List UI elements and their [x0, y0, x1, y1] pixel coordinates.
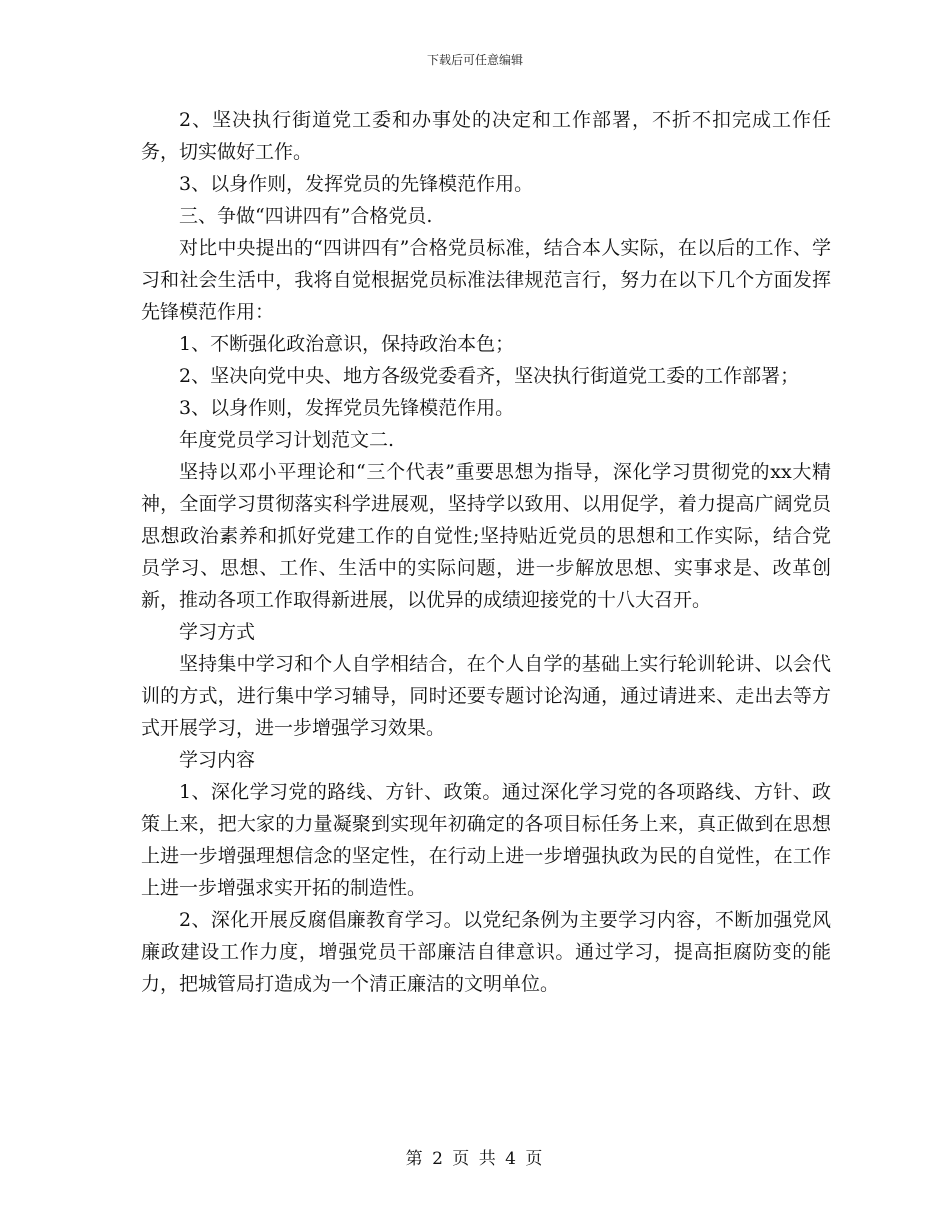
page-header-note: 下载后可任意编辑: [426, 53, 523, 67]
section-heading: 学习方式: [179, 621, 256, 643]
list-item: 1、深化学习党的路线、方针、政策。通过深化学习党的各项路线、方针、政策上来，把大家的力量凝聚到实现年初确定的各项目标任务上来，真正做到在思想上进一步增强理想信念的坚定性，在行动上进一步增强执政为民的自觉性，在工作上进一步增强求实开拓的制造性。: [141, 781, 831, 899]
section-heading: 学习内容: [179, 749, 256, 771]
section-heading: 三、争做“四讲四有”合格党员.: [179, 205, 433, 227]
paragraph: 坚持集中学习和个人自学相结合，在个人自学的基础上实行轮训轮讲、以会代训的方式，进行集中学习辅导，同时还要专题讨论沟通，通过请进来、走出去等方式开展学习，进一步增强学习效果。: [141, 653, 831, 739]
list-item: 1、不断强化政治意识，保持政治本色；: [179, 333, 515, 355]
list-item: 3、以身作则，发挥党员先锋模范作用。: [179, 397, 515, 419]
paragraph: 2、坚决执行街道党工委和办事处的决定和工作部署，不折不扣完成工作任务，切实做好工作。: [141, 109, 831, 163]
list-item: 2、深化开展反腐倡廉教育学习。以党纪条例为主要学习内容，不断加强党风廉政建设工作力度，增强党员干部廉洁自律意识。通过学习，提高拒腐防变的能力，把城管局打造成为一个清正廉洁的文明单位。: [141, 909, 831, 995]
document-body: [141, 104, 831, 1000]
page-number: 第 2 页 共 4 页: [405, 1149, 545, 1169]
paragraph: 3、以身作则，发挥党员的先锋模范作用。: [179, 173, 534, 195]
list-item: 2、坚决向党中央、地方各级党委看齐，坚决执行街道党工委的工作部署；: [179, 365, 800, 387]
paragraph: 坚持以邓小平理论和“三个代表”重要思想为指导，深化学习贯彻党的xx大精神，全面学习贯彻落实科学进展观，坚持学以致用、以用促学，着力提高广阔党员思想政治素养和抓好党建工作的自觉性;坚持贴近党员的思想和工作实际，结合党员学习、思想、工作、生活中的实际问题，进一步解放思想、实事求是、改革创新，推动各项工作取得新进展，以优异的成绩迎接党的十八大召开。: [141, 461, 831, 611]
paragraph: 对比中央提出的“四讲四有”合格党员标准，结合本人实际，在以后的工作、学习和社会生活中，我将自觉根据党员标准法律规范言行，努力在以下几个方面发挥先锋模范作用：: [141, 237, 831, 323]
section-heading: 年度党员学习计划范文二.: [179, 429, 395, 451]
